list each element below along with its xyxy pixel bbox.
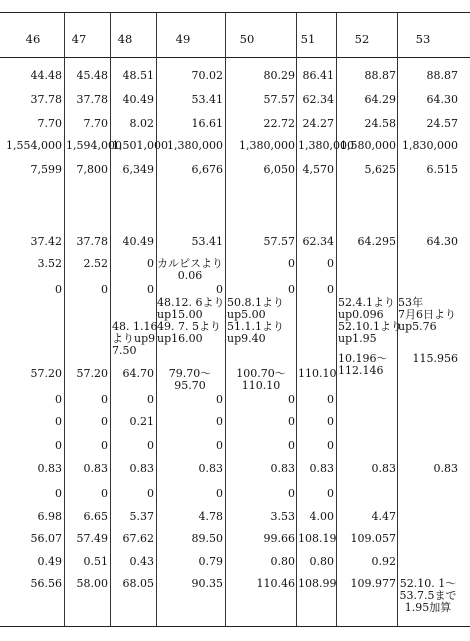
column-header-48: 48 [117,32,133,46]
column-divider [296,12,297,626]
table-cell: 44.48 [30,69,62,82]
table-cell: 0.49 [37,555,62,568]
table-cell: 6,676 [191,163,223,176]
table-cell: 0 [288,415,295,428]
table-cell: 64.70 [122,367,154,380]
table-cell: 86.41 [302,69,334,82]
table-cell: 0.92 [371,555,396,568]
table-cell: 0 [216,393,223,406]
table-cell: 52.4.1より up0.096 52.10.1より up1.95 [338,296,402,345]
table-cell: 1,380,000 [167,139,223,152]
table-cell: 57.57 [263,93,295,106]
table-cell: 0.83 [371,462,396,475]
table-cell: 24.27 [302,117,334,130]
table-cell: 108.19 [298,532,337,545]
table-cell: 50.8.1より up5.00 51.1.1より up9.40 [227,296,284,345]
table-cell: 0 [147,439,154,452]
table-cell: 0 [55,393,62,406]
table-cell: 6.65 [83,510,108,523]
table-cell: 0 [288,393,295,406]
table-cell: 4.47 [371,510,396,523]
table-cell: 6,349 [122,163,154,176]
table-cell: 99.66 [263,532,295,545]
column-header-46: 46 [25,32,41,46]
table-cell: 57.20 [76,367,108,380]
table-cell: 0 [327,283,334,296]
column-divider [110,12,111,626]
table-cell: 0 [101,487,108,500]
table-cell: 90.35 [191,577,223,590]
table-cell: 1,380,000 [239,139,295,152]
table-cell: 80.29 [263,69,295,82]
table-cell: 0.80 [309,555,334,568]
table-cell: 0 [216,487,223,500]
table-cell: 100.70～ 110.10 [236,367,286,392]
table-cell: 0 [147,283,154,296]
table-cell: 0.51 [83,555,108,568]
table-cell: 1,380,000 [298,139,354,152]
table-cell: 24.58 [364,117,396,130]
table-cell: 0.83 [37,462,62,475]
table-cell: 5.37 [129,510,154,523]
table-cell: 1,580,000 [340,139,396,152]
table-cell: 8.02 [129,117,154,130]
column-header-52: 52 [354,32,370,46]
table-cell: 7,599 [30,163,62,176]
table-cell: 0 [288,487,295,500]
table-cell: 64.295 [357,235,396,248]
table-cell: 0 [101,393,108,406]
table-cell: 0.83 [129,462,154,475]
table-cell: 0 [216,439,223,452]
table-cell: カルピスより 0.06 [157,257,223,282]
table-cell: 0 [288,283,295,296]
column-header-47: 47 [71,32,87,46]
table-cell: 37.78 [76,235,108,248]
table-cell: 58.00 [76,577,108,590]
table-cell: 1,594,000 [66,139,122,152]
table-cell: 0 [327,393,334,406]
table-cell: 0 [288,439,295,452]
header-rule [0,57,470,58]
table-cell: 4,570 [302,163,334,176]
table-cell: 0 [101,439,108,452]
table-cell: 37.42 [30,235,62,248]
table-cell: 62.34 [302,93,334,106]
column-divider [225,12,226,626]
table-cell: 0 [216,283,223,296]
table-cell: 45.48 [76,69,108,82]
table-cell: 57.49 [76,532,108,545]
table-cell: 110.46 [256,577,295,590]
table-cell: 0 [288,257,295,270]
table-cell: 1,501,000 [112,139,168,152]
table-cell: 7.70 [83,117,108,130]
table-cell: 22.72 [263,117,295,130]
table-cell: 53.41 [191,235,223,248]
table-cell: 53.41 [191,93,223,106]
table-cell: 6.98 [37,510,62,523]
table-cell: 64.29 [364,93,396,106]
table-cell: 7,800 [76,163,108,176]
table-cell: 4.00 [309,510,334,523]
table-cell: 48.12. 6より up15.00 49. 7. 5より up16.00 [157,296,225,345]
table-cell: 0 [55,487,62,500]
table-cell: 0 [216,415,223,428]
table-cell: 56.07 [30,532,62,545]
table-cell: 0.79 [198,555,223,568]
table-cell: 70.02 [191,69,223,82]
table-cell: 0.83 [309,462,334,475]
table-cell: 1,830,000 [402,139,458,152]
table-cell: 48.51 [122,69,154,82]
table-cell: 48. 1.16 よりup9 7.50 [112,320,158,357]
table-cell: 40.49 [122,93,154,106]
table-cell: 5,625 [364,163,396,176]
table-cell: 0 [147,393,154,406]
table-cell: 0 [327,257,334,270]
table-cell: 7.70 [37,117,62,130]
table-cell: 89.50 [191,532,223,545]
column-header-49: 49 [175,32,191,46]
table-cell: 0.43 [129,555,154,568]
table-cell: 0.83 [83,462,108,475]
table-cell: 108.99 [298,577,337,590]
table-cell: 68.05 [122,577,154,590]
table-cell: 37.78 [30,93,62,106]
bottom-rule [0,626,470,627]
table-cell: 6,050 [263,163,295,176]
table-cell: 0.83 [433,462,458,475]
table-cell: 79.70～ 95.70 [168,367,212,392]
table-cell: 2.52 [83,257,108,270]
table-cell: 109.057 [350,532,396,545]
table-cell: 3.52 [37,257,62,270]
table-cell: 88.87 [364,69,396,82]
table-cell: 0 [327,439,334,452]
column-header-50: 50 [239,32,255,46]
table-cell: 0 [147,487,154,500]
table-cell: 88.87 [426,69,458,82]
table-cell: 57.57 [263,235,295,248]
table-cell: 0 [327,487,334,500]
table-cell: 0.83 [270,462,295,475]
column-header-53: 53 [415,32,431,46]
table-cell: 24.57 [426,117,458,130]
column-divider [64,12,65,626]
column-header-51: 51 [300,32,316,46]
table-cell: 0 [55,415,62,428]
table-cell: 0.21 [129,415,154,428]
table-cell: 109.977 [350,577,396,590]
table-cell: 40.49 [122,235,154,248]
table-cell: 52.10. 1～ 53.7.5まで 1.95加算 [399,577,457,614]
table-cell: 64.30 [426,235,458,248]
table-cell: 67.62 [122,532,154,545]
table-cell: 0 [55,439,62,452]
table-cell: 1,554,000 [6,139,62,152]
table-cell: 37.78 [76,93,108,106]
table-cell: 10.196～ 112.146 [338,352,388,377]
table-cell: 62.34 [302,235,334,248]
table-cell: 0 [101,415,108,428]
table-cell: 64.30 [426,93,458,106]
table-cell: 4.78 [198,510,223,523]
table-cell: 0 [55,283,62,296]
table-cell: 16.61 [191,117,223,130]
table-cell: 0 [327,415,334,428]
table-cell: 3.53 [270,510,295,523]
table-cell: 110.10 [298,367,337,380]
table-cell: 0 [101,283,108,296]
table-cell: 0.83 [198,462,223,475]
table-cell: 0 [147,257,154,270]
table-cell: 57.20 [30,367,62,380]
table-cell: 53年 7月6日より up5.76 [398,296,456,333]
table-cell: 56.56 [30,577,62,590]
table-cell: 0.80 [270,555,295,568]
top-rule [0,12,470,13]
table-cell: 6.515 [426,163,458,176]
table-cell: 115.956 [412,352,458,365]
